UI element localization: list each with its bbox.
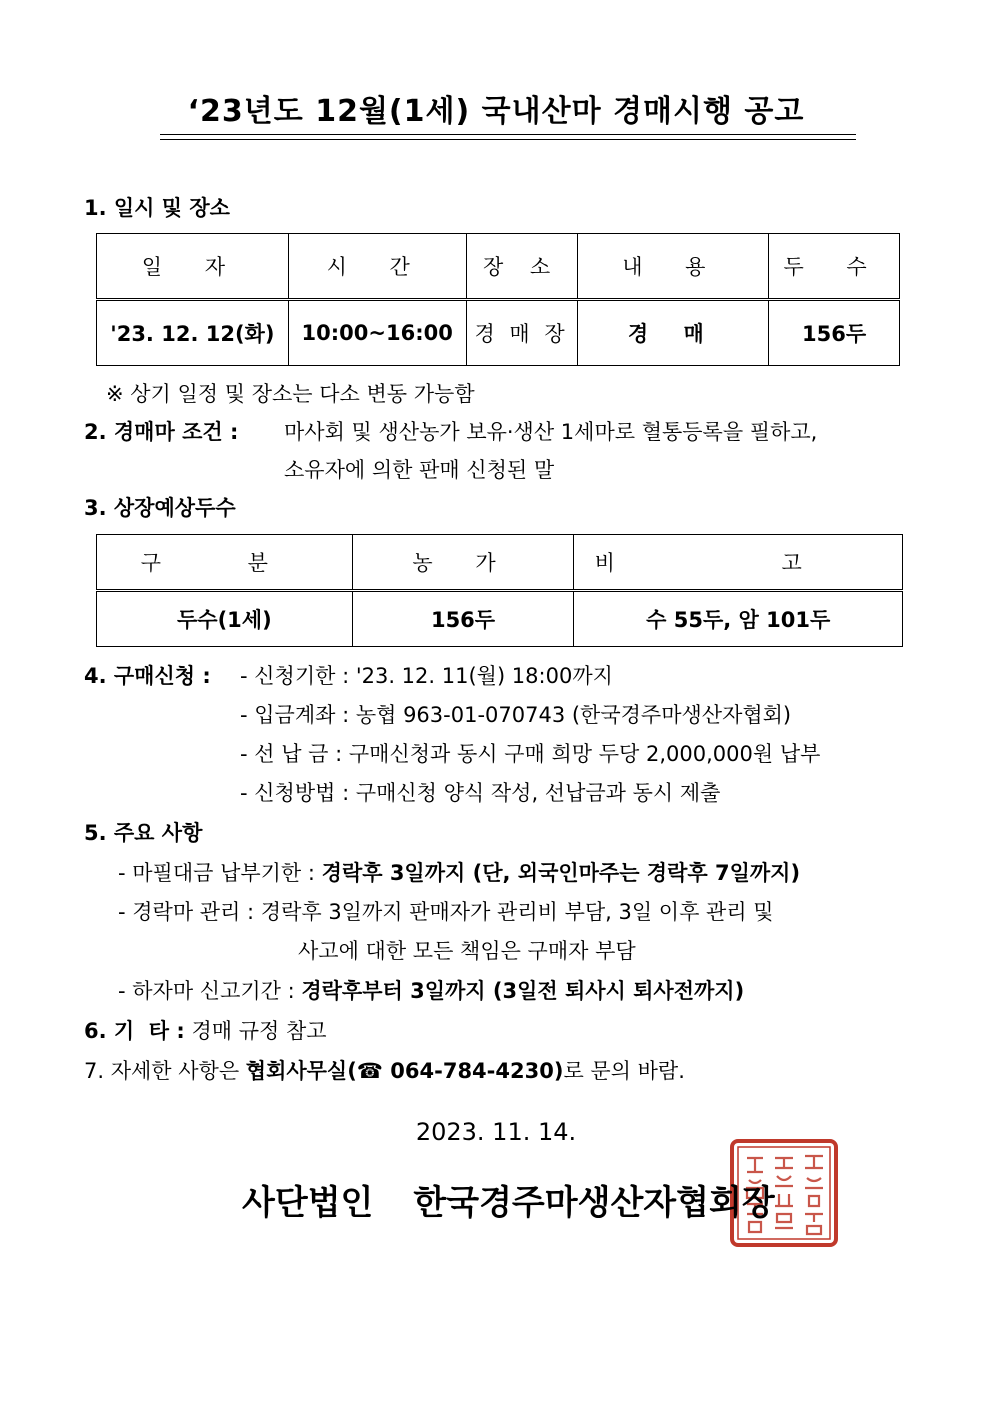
header-farm: 농 가: [352, 535, 574, 591]
section7-prefix: 7. 자세한 사항은: [84, 1059, 246, 1083]
section6-label: 6. 기 타 :: [84, 1019, 185, 1043]
cell-farm: 156두: [352, 591, 574, 647]
cell-content: 경 매: [577, 300, 769, 366]
cell-category: 두수(1세): [97, 591, 353, 647]
issue-date: 2023. 11. 14.: [415, 1118, 577, 1146]
expected-header-row: [97, 535, 903, 591]
section4-item-deadline: - 신청기한 : '23. 12. 11(월) 18:00까지: [240, 664, 613, 688]
section2-label: 2. 경매마 조건 :: [84, 420, 239, 444]
section2-line1: 마사회 및 생산농가 보유·생산 1세마로 혈통등록을 필하고,: [284, 420, 818, 444]
schedule-table: [96, 233, 900, 366]
section5-item2-line1: - 경락마 관리 : 경락후 3일까지 판매자가 관리비 부담, 3일 이후 관리 및: [118, 900, 774, 924]
section5-item3-value: 경락후부터 3일까지 (3일전 퇴사시 퇴사전까지): [301, 979, 745, 1003]
section4-item-deposit: - 선 납 금 : 구매신청과 동시 구매 희망 두당 2,000,000원 납부: [240, 742, 821, 766]
issuer-name: 한국경주마생산자협회장: [413, 1183, 775, 1223]
section5-item1: [118, 857, 800, 887]
cell-date: '23. 12. 12(화): [97, 300, 289, 366]
section1-heading: 1. 일시 및 장소: [84, 196, 230, 220]
section7-contact: 협회사무실(☎ 064-784-4230): [245, 1059, 564, 1083]
header-time: 시 간: [288, 234, 466, 300]
section5-item1-value: 경락후 3일까지 (단, 외국인마주는 경락후 7일까지): [321, 861, 801, 885]
section4-item-account: - 입금계좌 : 농협 963-01-070743 (한국경주마생산자협회): [240, 703, 792, 727]
page-title: ‘23년도 12월(1세) 국내산마 경매시행 공고: [187, 94, 805, 129]
section3-heading: 3. 상장예상두수: [84, 496, 236, 520]
section5-heading: 5. 주요 사항: [84, 821, 203, 845]
section5-item3: [118, 975, 744, 1005]
cell-count: 156두: [769, 300, 900, 366]
expected-row: [97, 591, 903, 647]
section6: [84, 1015, 327, 1045]
title-underline: [160, 134, 856, 140]
schedule-note: ※ 상기 일정 및 장소는 다소 변동 가능함: [106, 382, 475, 406]
issuer: [242, 1175, 775, 1224]
cell-remark: 수 55두, 암 101두: [574, 591, 903, 647]
section2-line2: 소유자에 의한 판매 신청된 말: [284, 458, 555, 482]
section7: [84, 1055, 685, 1085]
schedule-row: [97, 300, 900, 366]
expected-count-table: [96, 534, 903, 647]
header-date: 일 자: [97, 234, 289, 300]
header-remark: 비 고: [574, 535, 903, 591]
cell-place: 경 매 장: [466, 300, 577, 366]
section7-suffix: 로 문의 바람.: [563, 1059, 685, 1083]
header-count: 두 수: [769, 234, 900, 300]
issuer-type: 사단법인: [242, 1183, 374, 1223]
section4-item-method: - 신청방법 : 구매신청 양식 작성, 선납금과 동시 제출: [240, 781, 721, 805]
header-place: 장 소: [466, 234, 577, 300]
schedule-header-row: [97, 234, 900, 300]
section4-label: 4. 구매신청 :: [84, 664, 211, 688]
section5-item2-line2: 사고에 대한 모든 책임은 구매자 부담: [298, 939, 636, 963]
cell-time: 10:00~16:00: [288, 300, 466, 366]
section5-item1-label: - 마필대금 납부기한 :: [118, 861, 322, 885]
section5-item3-label: - 하자마 신고기간 :: [118, 979, 302, 1003]
section6-text: 경매 규정 참고: [191, 1019, 327, 1043]
header-category: 구 분: [97, 535, 353, 591]
header-content: 내 용: [577, 234, 769, 300]
